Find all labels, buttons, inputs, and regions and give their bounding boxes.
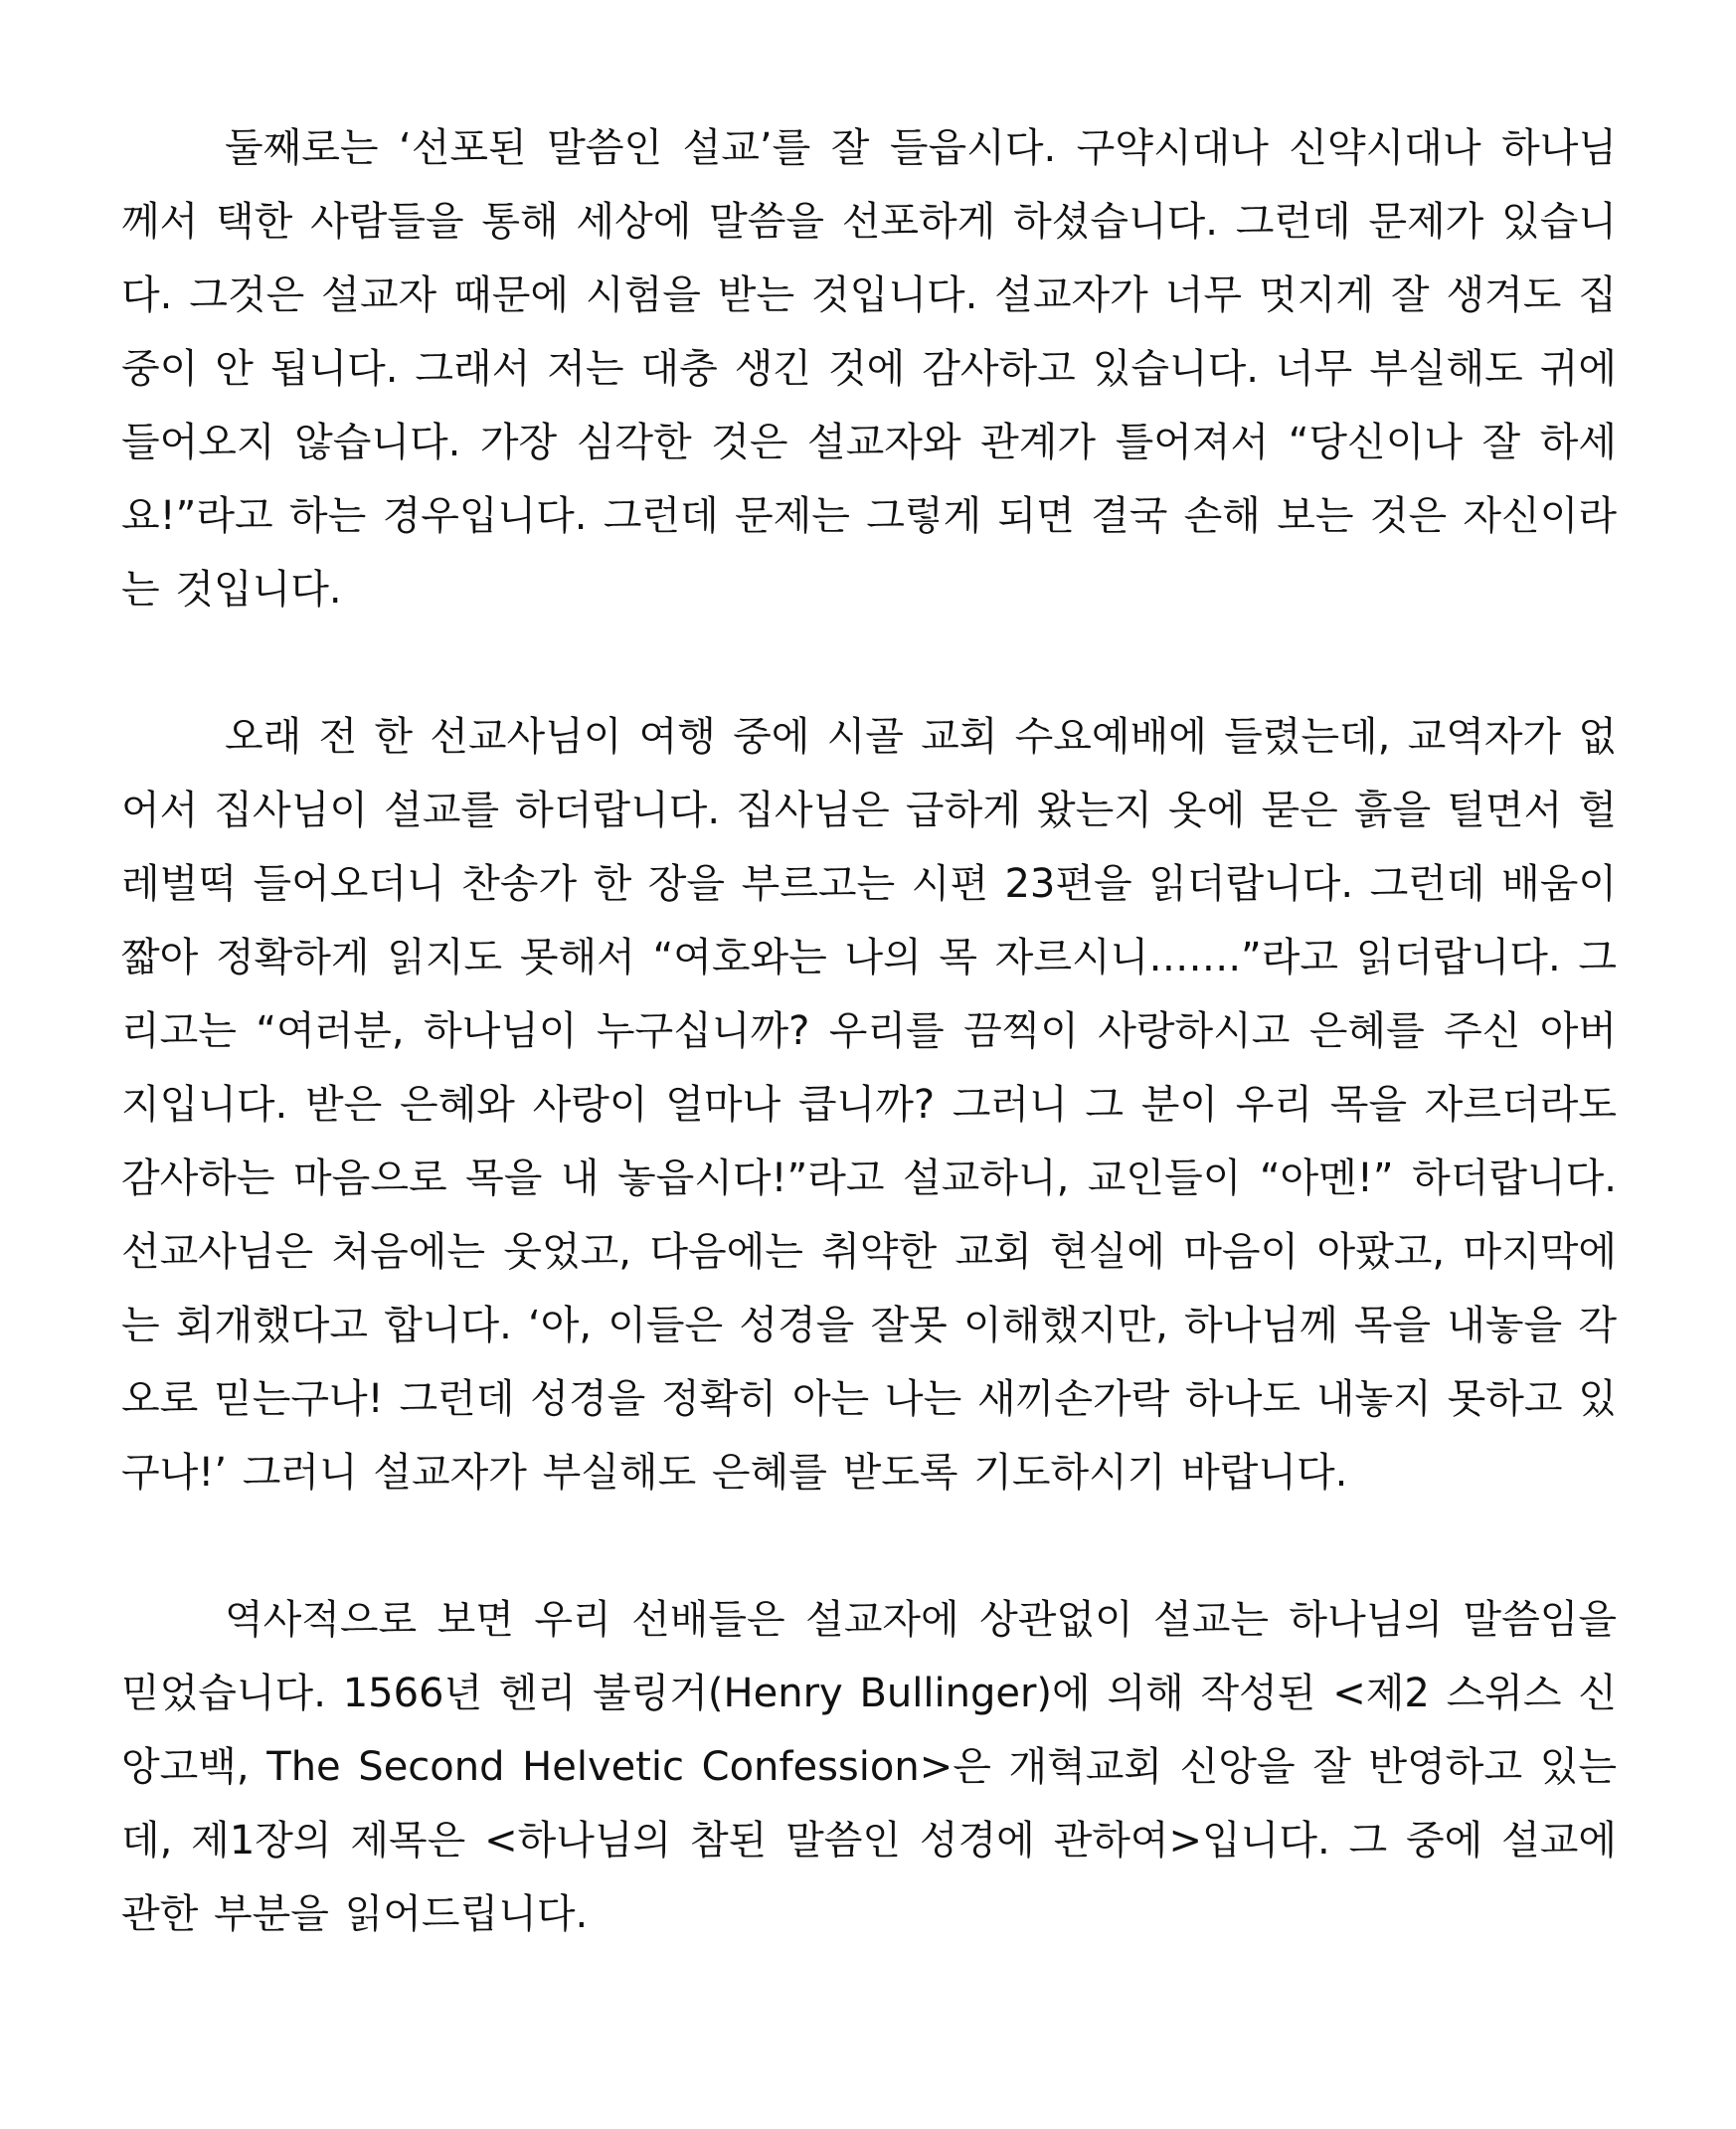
document-page [121,111,1617,1951]
paragraph-sermon-listening: 둘째로는 ‘선포된 말씀인 설교’를 잘 들읍시다. 구약시대나 신약시대나 하나님께서 택한 사람들을 통해 세상에 말씀을 선포하게 하셨습니다. 그런데 문제가 있습니다. 그것은 설교자 때문에 시험을 받는 것입니다. 설교자가 너무 멋지게 잘 생겨도 집중이 안 됩니다. 그래서 저는 대충 생긴 것에 감사하고 있습니다. 너무 부실해도 귀에 들어오지 않습니다. 가장 심각한 것은 설교자와 관계가 틀어져서 “당신이나 잘 하세요!”라고 하는 경우입니다. 그런데 문제는 그렇게 되면 결국 손해 보는 것은 자신이라는 것입니다. [121,125,1617,613]
paragraph-missionary-story: 오래 전 한 선교사님이 여행 중에 시골 교회 수요예배에 들렸는데, 교역자가 없어서 집사님이 설교를 하더랍니다. 집사님은 급하게 왔는지 옷에 묻은 흙을 털면서 헐레벌떡 들어오더니 찬송가 한 장을 부르고는 시편 23편을 읽더랍니다. 그런데 배움이 짧아 정확하게 읽지도 못해서 “여호와는 나의 목 자르시니…….”라고 읽더랍니다. 그리고는 “여러분, 하나님이 누구십니까? 우리를 끔찍이 사랑하시고 은혜를 주신 아버지입니다. 받은 은혜와 사랑이 얼마나 큽니까? 그러니 그 분이 우리 목을 자르더라도 감사하는 마음으로 목을 내 놓읍시다!”라고 설교하니, 교인들이 “아멘!” 하더랍니다. 선교사님은 처음에는 웃었고, 다음에는 취약한 교회 현실에 마음이 아팠고, 마지막에는 회개했다고 합니다. ‘아, 이들은 성경을 잘못 이해했지만, 하나님께 목을 내놓을 각오로 믿는구나! 그런데 성경을 정확히 아는 나는 새끼손가락 하나도 내놓지 못하고 있구나!’ 그러니 설교자가 부실해도 은혜를 받도록 기도하시기 바랍니다. [121,714,1617,1496]
paragraph-helvetic-confession: 역사적으로 보면 우리 선배들은 설교자에 상관없이 설교는 하나님의 말씀임을 믿었습니다. 1566년 헨리 불링거(Henry Bullinger)에 의해 작성된 <제2 스위스 신앙고백, The Second Helvetic Confession>은 개혁교회 신앙을 잘 반영하고 있는데, 제1장의 제목은 <하나님의 참된 말씀인 성경에 관하여>입니다. 그 중에 설교에 관한 부분을 읽어드립니다. [121,1597,1618,1937]
